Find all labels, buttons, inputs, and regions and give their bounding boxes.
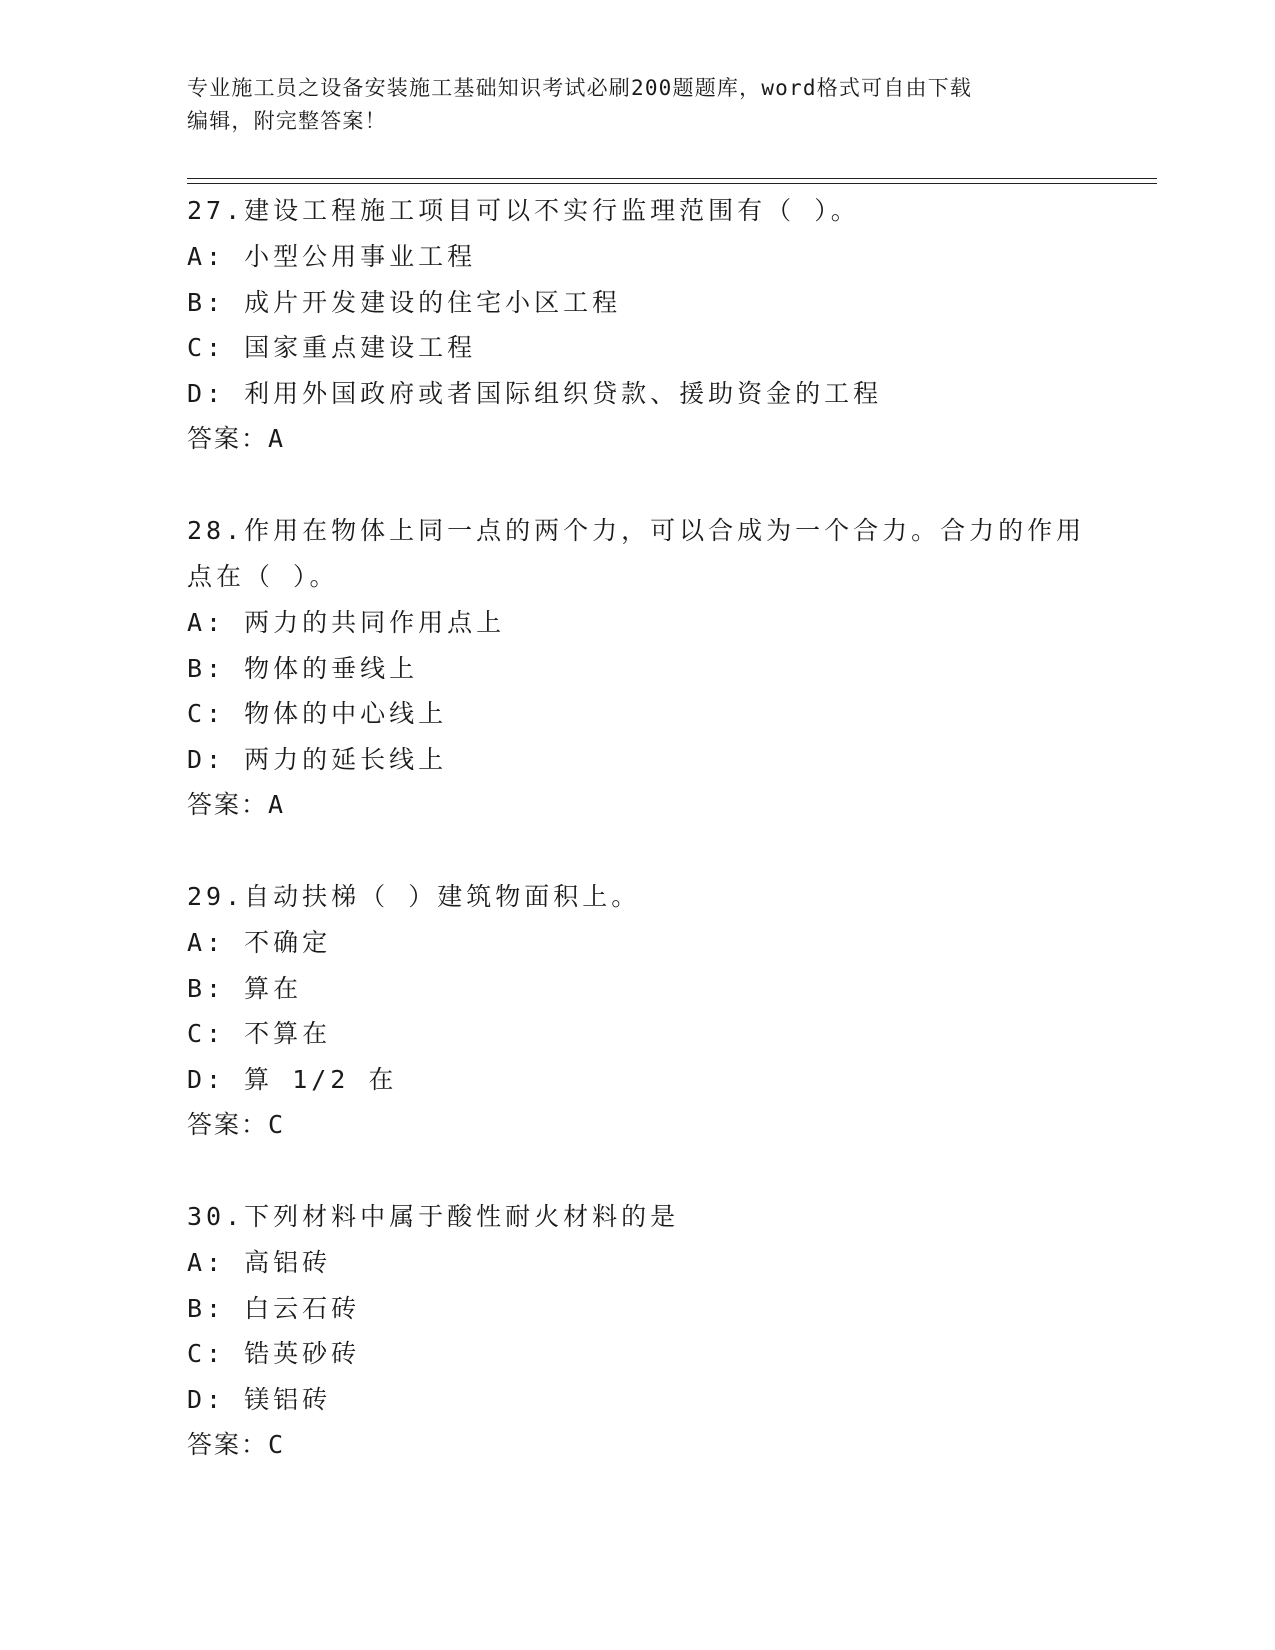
question-stem: 29.自动扶梯（ ）建筑物面积上。 <box>187 882 641 911</box>
question-27 <box>187 188 1087 462</box>
answer-value: A <box>268 424 286 453</box>
option-b: B: 成片开发建设的住宅小区工程 <box>187 287 622 317</box>
answer-value: C <box>268 1110 286 1139</box>
answer-line <box>187 1422 1087 1468</box>
answer-line <box>187 416 1087 462</box>
option-d: D: 两力的延长线上 <box>187 744 448 774</box>
answer-label: 答案： <box>187 1110 269 1139</box>
option-a: A: 小型公用事业工程 <box>187 242 477 271</box>
answer-value: A <box>268 790 286 819</box>
question-stem-continued: 点在（ ）。 <box>187 562 339 591</box>
question-29 <box>187 874 1087 1148</box>
option-a: A: 两力的共同作用点上 <box>187 608 506 637</box>
answer-label: 答案： <box>187 1430 269 1459</box>
option-b: B: 物体的垂线上 <box>187 653 419 683</box>
option-a: A: 不确定 <box>187 928 332 957</box>
option-d: D: 镁铝砖 <box>187 1384 332 1414</box>
option-b: B: 白云石砖 <box>187 1293 361 1323</box>
answer-label: 答案： <box>187 424 269 453</box>
header-line-1: 专业施工员之设备安装施工基础知识考试必刷200题题库，word格式可自由下载 <box>187 76 973 100</box>
answer-line <box>187 1102 1087 1148</box>
question-stem: 27.建设工程施工项目可以不实行监理范围有（ ）。 <box>187 196 860 225</box>
question-list <box>187 188 1087 1514</box>
option-c: C: 不算在 <box>187 1019 332 1048</box>
answer-label: 答案： <box>187 790 269 819</box>
answer-line <box>187 782 1087 828</box>
question-28 <box>187 508 1087 828</box>
option-c: C: 锆英砂砖 <box>187 1339 361 1368</box>
answer-value: C <box>268 1430 286 1459</box>
question-stem: 28.作用在物体上同一点的两个力，可以合成为一个合力。合力的作用 <box>187 516 1086 545</box>
option-d: D: 算 1/2 在 <box>187 1064 398 1094</box>
question-stem: 30.下列材料中属于酸性耐火材料的是 <box>187 1202 680 1231</box>
header-line-2: 编辑，附完整答案！ <box>187 109 387 133</box>
option-b: B: 算在 <box>187 973 303 1003</box>
option-a: A: 高铝砖 <box>187 1248 332 1277</box>
header-divider-bottom <box>187 183 1157 184</box>
header-divider-top <box>187 178 1157 179</box>
option-c: C: 国家重点建设工程 <box>187 333 477 362</box>
document-header <box>187 72 1087 138</box>
question-30 <box>187 1194 1087 1468</box>
option-c: C: 物体的中心线上 <box>187 699 448 728</box>
option-d: D: 利用外国政府或者国际组织贷款、援助资金的工程 <box>187 378 883 408</box>
